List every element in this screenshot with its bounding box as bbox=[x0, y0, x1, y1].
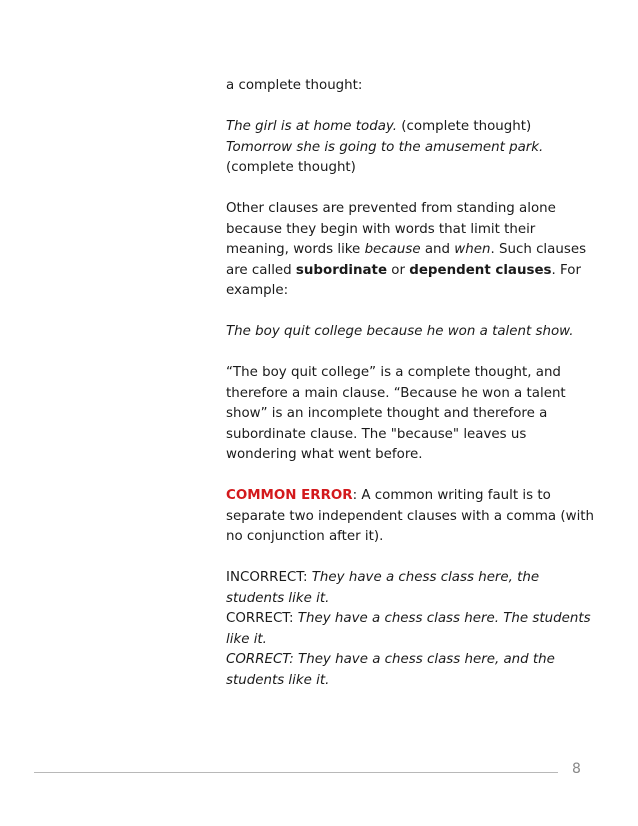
term-dependent-clauses: dependent clauses bbox=[409, 262, 552, 278]
example-1-sentence: The girl is at home today. bbox=[226, 119, 398, 134]
common-error-text: : A common writing fault is to separate two independent clauses with a comma (with no conjunction after it). bbox=[226, 488, 595, 544]
word-when: when bbox=[454, 242, 491, 257]
intro-line: a complete thought: bbox=[226, 78, 363, 93]
incorrect-example bbox=[226, 568, 596, 609]
para-text: . Such clauses are called bbox=[226, 242, 587, 278]
correct-sentence-1: They have a chess class here. The students like it. bbox=[226, 611, 591, 647]
correct-example-1 bbox=[226, 609, 596, 650]
incorrect-sentence: They have a chess class here, the students like it. bbox=[226, 570, 540, 606]
footer-divider bbox=[34, 772, 558, 773]
term-subordinate: subordinate bbox=[295, 262, 388, 278]
common-error-label: COMMON ERROR bbox=[226, 488, 353, 503]
correct-example-2 bbox=[226, 650, 596, 691]
para-text: Other clauses are prevented from standing alone because they begin with words that limit their meaning, words like bbox=[226, 201, 556, 257]
correct-label: CORRECT: bbox=[226, 611, 298, 626]
para-text: or bbox=[387, 262, 410, 278]
common-error bbox=[226, 486, 596, 548]
word-because: because bbox=[364, 242, 421, 257]
correct-sentence-2: CORRECT: They have a chess class here, and the students like it. bbox=[226, 652, 555, 688]
example-2-note: (complete thought) bbox=[226, 160, 356, 175]
example-2 bbox=[226, 138, 596, 159]
paragraph-subordinate bbox=[226, 199, 596, 302]
incorrect-label: INCORRECT: bbox=[226, 570, 312, 585]
para-text: and bbox=[420, 242, 455, 257]
page-content bbox=[226, 76, 596, 691]
para-text: . For example: bbox=[226, 262, 581, 298]
example-2-sentence: Tomorrow she is going to the amusement park. bbox=[226, 139, 544, 155]
example-3-sentence: The boy quit college because he won a talent show. bbox=[226, 324, 574, 339]
example-1 bbox=[226, 117, 596, 138]
paragraph-explanation: “The boy quit college” is a complete thought, and therefore a main clause. “Because he won a talent show” is an incomplete thought and therefore a subordinate clause. The "because" leaves us wondering what went before. bbox=[226, 365, 566, 462]
example-1-note: (complete thought) bbox=[397, 119, 532, 134]
example-3 bbox=[226, 322, 596, 343]
page-number: 8 bbox=[572, 761, 581, 777]
